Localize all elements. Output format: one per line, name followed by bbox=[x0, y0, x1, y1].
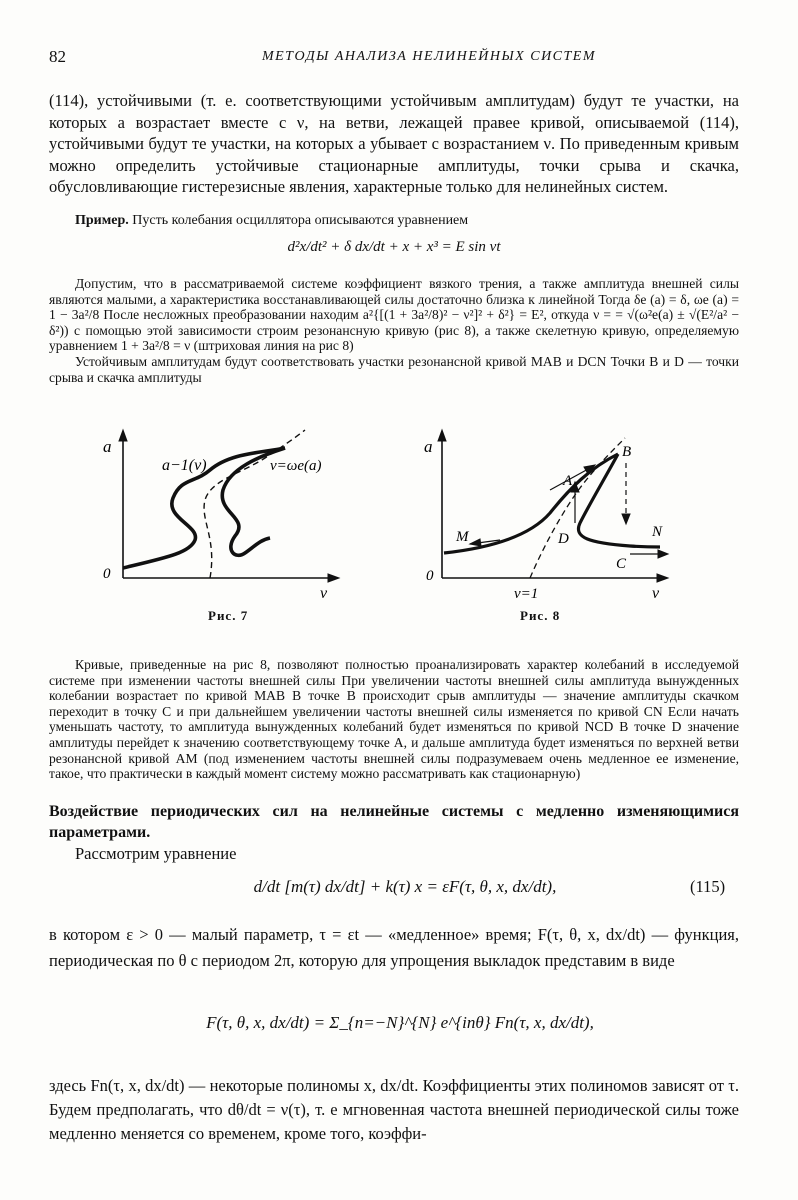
fig8-caption: Рис. 8 bbox=[520, 608, 561, 623]
discussion-block bbox=[49, 657, 739, 782]
example-body bbox=[49, 276, 739, 385]
after-115-text: в котором ε > 0 — малый параметр, τ = εt — «медленное» время; F(τ, θ, x, dx/dt) — функция, периодическая по θ с периодом 2π, которую для упрощения выкладок представим в виде bbox=[49, 925, 739, 970]
fig7-x-label: ν bbox=[320, 585, 328, 602]
fig8-point-c: C bbox=[616, 556, 627, 572]
figure-8 bbox=[424, 428, 680, 602]
fig8-point-b: B bbox=[622, 444, 632, 460]
sum-equation: F(τ, θ, x, dx/dt) = Σ_{n=−N}^{N} e^{inθ} Fn(τ, x, dx/dt), bbox=[206, 1013, 594, 1032]
fig7-origin: 0 bbox=[103, 566, 111, 582]
fig8-origin: 0 bbox=[426, 568, 434, 584]
page-number: 82 bbox=[49, 47, 66, 66]
fig8-point-m: M bbox=[456, 529, 469, 545]
running-title: МЕТОДЫ АНАЛИЗА НЕЛИНЕЙНЫХ СИСТЕМ bbox=[261, 49, 597, 64]
fig8-y-label: a bbox=[424, 437, 433, 456]
fig7-y-label: a bbox=[103, 437, 112, 456]
discussion-text: Кривые, приведенные на рис 8, позволяют полностью проанализировать характер колебаний в исследуемой системе при изменении частоты внешней силы При увеличении частоты внешней силы амплитуда вынужденных колебании возрастает по кривой MAB В точке B происходит срыв амплитуды — значение амплитуды скачком переходит в точку C и при дальнейшем увеличении частоты внешней силы изменяется по кривой CN Если начать уменьшать частоту, то амплитуда вынужденных колебаний будет изменяться по кривой NCD В точке D значение амплитуды перейдет к значению соответствующему точке A, и дальше амплитуда будет изменяться по верхней ветви резонансной кривой AM (под изменением частоты внешней силы подразумеваем очень медленное ее изменение, такое, что практически в каждый момент систему можно рассматривать как стационарную) bbox=[49, 657, 739, 782]
example-intro: Пусть колебания осциллятора описываются уравнением bbox=[132, 213, 469, 228]
example-body-2: Устойчивым амплитудам будут соответствовать участки резонансной кривой MAB и DCN Точки B и D — точки срыва и скачка амплитуды bbox=[49, 353, 739, 385]
example-lead bbox=[49, 213, 739, 229]
after-115-paragraph bbox=[49, 922, 739, 974]
fig8-point-d: D bbox=[558, 531, 569, 547]
closing-text: здесь Fn(τ, x, dx/dt) — некоторые полиномы x, dx/dt. Коэффициенты этих полиномов зависят от τ. Будем предполагать, что dθ/dt = ν(τ), т. е мгновенная частота внешней периодической силы тоже медленно меняется со временем, кроме того, коэффи- bbox=[49, 1076, 739, 1143]
fig8-arrow-n-head-icon bbox=[658, 550, 668, 558]
fig8-point-a: A bbox=[563, 473, 573, 489]
fig8-x-arrow-icon bbox=[657, 574, 668, 582]
example-body-1: Допустим, что в рассматриваемой системе коэффициент вязкого трения, а также амплитуда внешней силы являются малыми, а характеристика восстанавливающей силы достаточно близка к линейной Тогда δe (a) = δ, ωe (a) = 1 − 3a²/8 После несложных преобразовании находим a²{[(1 + 3a²/8)² − ν²]² + δ²} = E², откуда ν = = √(ω²e(a) ± √(E²/a² − δ²)) с помощью этой зависимости строим резонансную кривую (рис 8), а также скелетную кривую, определяемую уравнением 1 + 3a²/8 = ν (штриховая линия на рис 8) bbox=[49, 276, 739, 354]
section-lead: Рассмотрим уравнение bbox=[75, 844, 237, 863]
closing-paragraph bbox=[49, 1074, 739, 1146]
fig8-jump-down-arrow-icon bbox=[622, 514, 630, 524]
equation-115-number: (115) bbox=[690, 877, 726, 896]
duffing-equation: d²x/dt² + δ dx/dt + x + x³ = E sin νt bbox=[287, 239, 501, 255]
fig7-caption: Рис. 7 bbox=[208, 608, 249, 623]
fig8-x-label: ν bbox=[652, 585, 660, 602]
fig7-x-arrow-icon bbox=[328, 574, 339, 582]
fig8-unit-mark: ν=1 bbox=[514, 586, 539, 602]
fig7-y-arrow-icon bbox=[119, 430, 127, 441]
fig7-curve-label: a−1(ν) bbox=[162, 457, 207, 474]
intro-paragraph bbox=[49, 90, 739, 198]
fig8-y-arrow-icon bbox=[438, 430, 446, 441]
fig7-skeleton-label: ν=ωe(a) bbox=[270, 458, 322, 474]
example-label: Пример. bbox=[75, 213, 129, 228]
figure-7 bbox=[95, 428, 345, 602]
fig8-point-n: N bbox=[652, 524, 663, 540]
section-heading: Воздействие периодических сил на нелинейные системы с медленно изменяющимися параметрами. bbox=[49, 803, 739, 841]
fig8-arrow-m-head-icon bbox=[470, 539, 481, 546]
intro-text: (114), устойчивыми (т. е. соответствующими устойчивым амплитудам) будут те участки, на которых a возрастает вместе с ν, на ветви, лежащей правее кривой, описываемой (114), устойчивыми будут те участки, на которых a убывает с возрастанием ν. По приведенным кривым можно определить устойчивые стационарные амплитуды, точки срыва и скачка, обусловливающие гистерезисные явления, характерные только для нелинейных систем. bbox=[49, 91, 739, 196]
equation-115: d/dt [m(τ) dx/dt] + k(τ) x = εF(τ, θ, x, dx/dt), bbox=[253, 877, 557, 896]
